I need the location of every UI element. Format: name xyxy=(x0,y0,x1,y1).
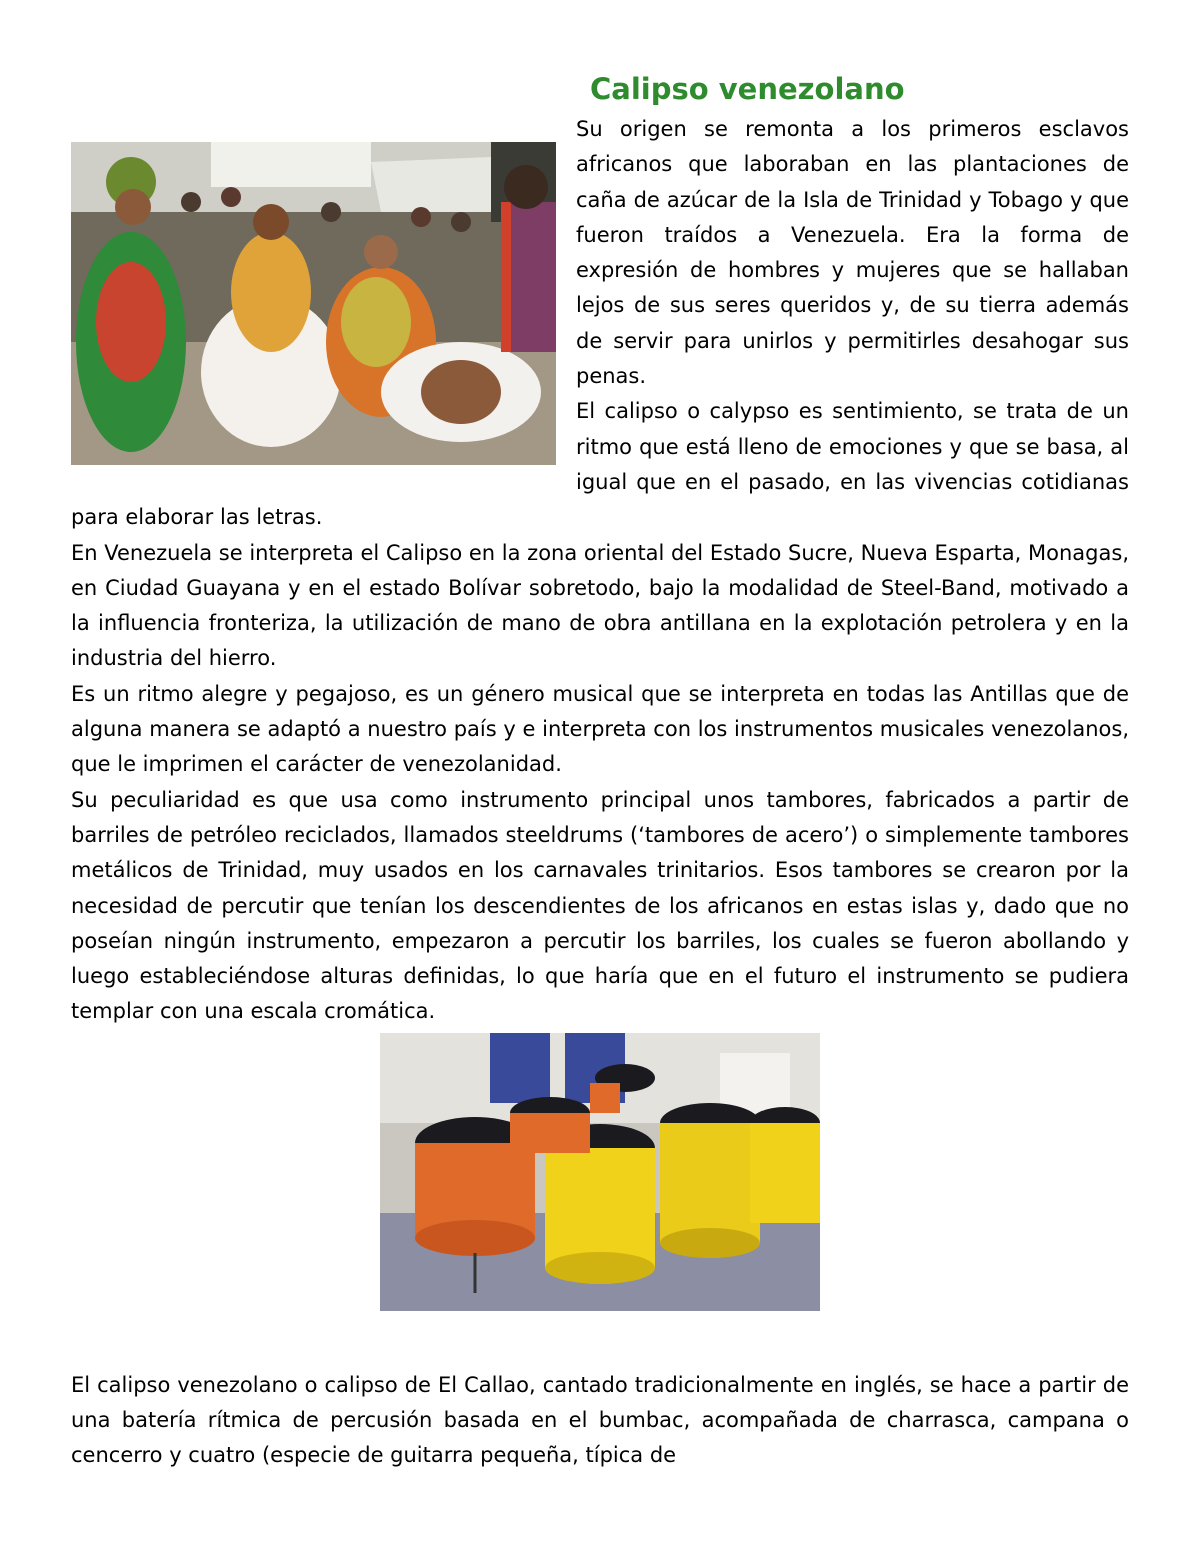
paragraph-3: En Venezuela se interpreta el Calipso en la zona oriental del Estado Sucre, Nueva Esparta, Monagas, en Ciudad Guayana y en el estado Bolívar sobretodo, bajo la modalidad de Steel-Band, motivado a la influencia fronteriza, la utilización de mano de obra antillana en la explotación petrolera y en la industria del hierro. xyxy=(71,540,1129,671)
carnival-dancers-photo xyxy=(71,142,576,475)
spacer xyxy=(71,1323,1129,1368)
paragraph-5: Su peculiaridad es que usa como instrumento principal unos tambores, fabricados a partir de barriles de petróleo reciclados, llamados steeldrums (‘tambores de acero’) o simplemente tambores metálicos de Trinidad, muy usados en los carnavales trinitarios. Esos tambores se crearon por la necesidad de percutir que tenían los descendientes de los africanos en estas islas y, dado que no poseían ningún instrumento, empezaron a percutir los barriles, los cuales se fueron abollando y luego estableciéndose alturas definidas, lo que haría que en el futuro el instrumento se pudiera templar con una escala cromática. xyxy=(71,787,1129,1024)
steeldrums-photo-container xyxy=(71,1033,1129,1323)
paragraph-1: Su origen se remonta a los primeros esclavos africanos que laboraban en las plantaciones de caña de azúcar de la Isla de Trinidad y Tobago y que fueron traídos a Venezuela. Era la forma de expresión de hombres y mujeres que se hallaban lejos de sus seres queridos y, de su tierra además de servir para unirlos y permitirles desahogar sus penas. xyxy=(576,117,1129,389)
paragraph-2: El calipso o calypso es sentimiento, se trata de un ritmo que está lleno de emociones y que se basa, al igual que en el pasado, en las vivencias cotidianas para elaborar las letras. xyxy=(71,399,1129,530)
document-body xyxy=(71,112,1129,1474)
document-title: Calipso venezolano xyxy=(590,72,905,106)
paragraph-4: Es un ritmo alegre y pegajoso, es un género musical que se interpreta en todas las Antillas que de alguna manera se adaptó a nuestro país y e interpreta con los instrumentos musicales venezolanos, que le imprimen el carácter de venezolanidad. xyxy=(71,681,1129,777)
steeldrums-photo xyxy=(380,1033,820,1311)
paragraph-6: El calipso venezolano o calipso de El Callao, cantado tradicionalmente en inglés, se hace a partir de una batería rítmica de percusión basada en el bumbac, acompañada de charrasca, campana o cencerro y cuatro (especie de guitarra pequeña, típica de xyxy=(71,1372,1129,1468)
